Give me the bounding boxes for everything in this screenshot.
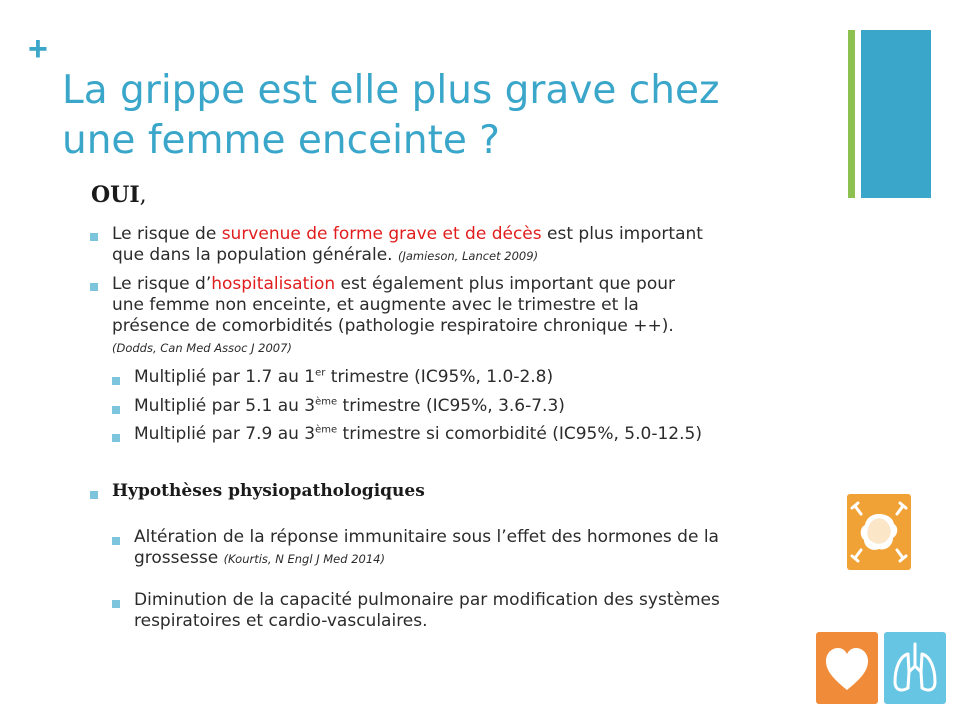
sub-bullet-marker (112, 377, 120, 385)
text-segment: respiratoires et cardio-vasculaires. (134, 611, 428, 631)
oui-comma: , (139, 183, 147, 208)
text-segment: est également plus important que pour (335, 274, 675, 294)
text-segment: une femme non enceinte, et augmente avec le trimestre et la (112, 295, 639, 315)
bullet-marker (90, 491, 98, 499)
text-segment: Diminution de la capacité pulmonaire par modification des systèmes (134, 590, 720, 610)
text-segment: Le risque de (112, 224, 222, 244)
text-segment: présence de comorbidités (pathologie respiratoire chronique ++). (112, 316, 674, 336)
text-segment: Altération de la réponse immunitaire sous l’effet des hormones de la (134, 527, 719, 547)
bullet-risk-hospitalisation (112, 274, 832, 359)
text-segment: grossesse (134, 548, 224, 568)
plus-mark: + (28, 30, 48, 68)
sub-bullet-marker (112, 537, 120, 545)
reference-kourtis: (Kourtis, N Engl J Med 2014) (223, 552, 385, 566)
reference-dodds: (Dodds, Can Med Assoc J 2007) (112, 341, 292, 355)
slide-title (62, 66, 822, 166)
text-segment: est plus important (541, 224, 703, 244)
heart-icon (816, 632, 878, 704)
hypothesis-pulmonary-capacity (134, 590, 834, 632)
title-line-1: La grippe est elle plus grave chez (62, 68, 720, 113)
oui-label: OUI (91, 182, 140, 208)
text-segment: Multiplié par 5.1 au 3 (134, 396, 316, 416)
virus-icon (847, 494, 911, 570)
accent-bar-blue (861, 30, 931, 198)
bullet-risk-severe (112, 224, 832, 267)
sub-bullet-trimester-3-comorbidity (134, 424, 849, 445)
hypothesis-immune-response (134, 527, 834, 570)
highlight-hospitalisation: hospitalisation (211, 274, 336, 294)
superscript: er (315, 367, 326, 379)
bullet-marker (90, 283, 98, 291)
text-segment: trimestre (IC95%, 3.6-7.3) (337, 396, 565, 416)
sub-bullet-marker (112, 434, 120, 442)
highlight-severe-forms: survenue de forme grave et de décès (221, 224, 542, 244)
text-segment: que dans la population générale. (112, 245, 398, 265)
sub-bullet-trimester-3 (134, 396, 834, 417)
lungs-icon (884, 632, 946, 704)
text-segment: trimestre (IC95%, 1.0-2.8) (325, 367, 554, 387)
hypotheses-heading: Hypothèses physiopathologiques (112, 481, 425, 501)
oui-heading (91, 182, 147, 208)
text-segment: Le risque d’ (112, 274, 212, 294)
title-line-2: une femme enceinte ? (62, 118, 501, 163)
accent-bar-green (848, 30, 855, 198)
reference-jamieson: (Jamieson, Lancet 2009) (397, 249, 539, 263)
text-segment: Multiplié par 1.7 au 1 (134, 367, 316, 387)
sub-bullet-trimester-1 (134, 367, 834, 388)
superscript: ème (315, 396, 338, 408)
text-segment: Multiplié par 7.9 au 3 (134, 424, 316, 444)
superscript: ème (315, 424, 338, 436)
sub-bullet-marker (112, 406, 120, 414)
bullet-marker (90, 233, 98, 241)
sub-bullet-marker (112, 600, 120, 608)
text-segment: trimestre si comorbidité (IC95%, 5.0-12.5) (337, 424, 702, 444)
